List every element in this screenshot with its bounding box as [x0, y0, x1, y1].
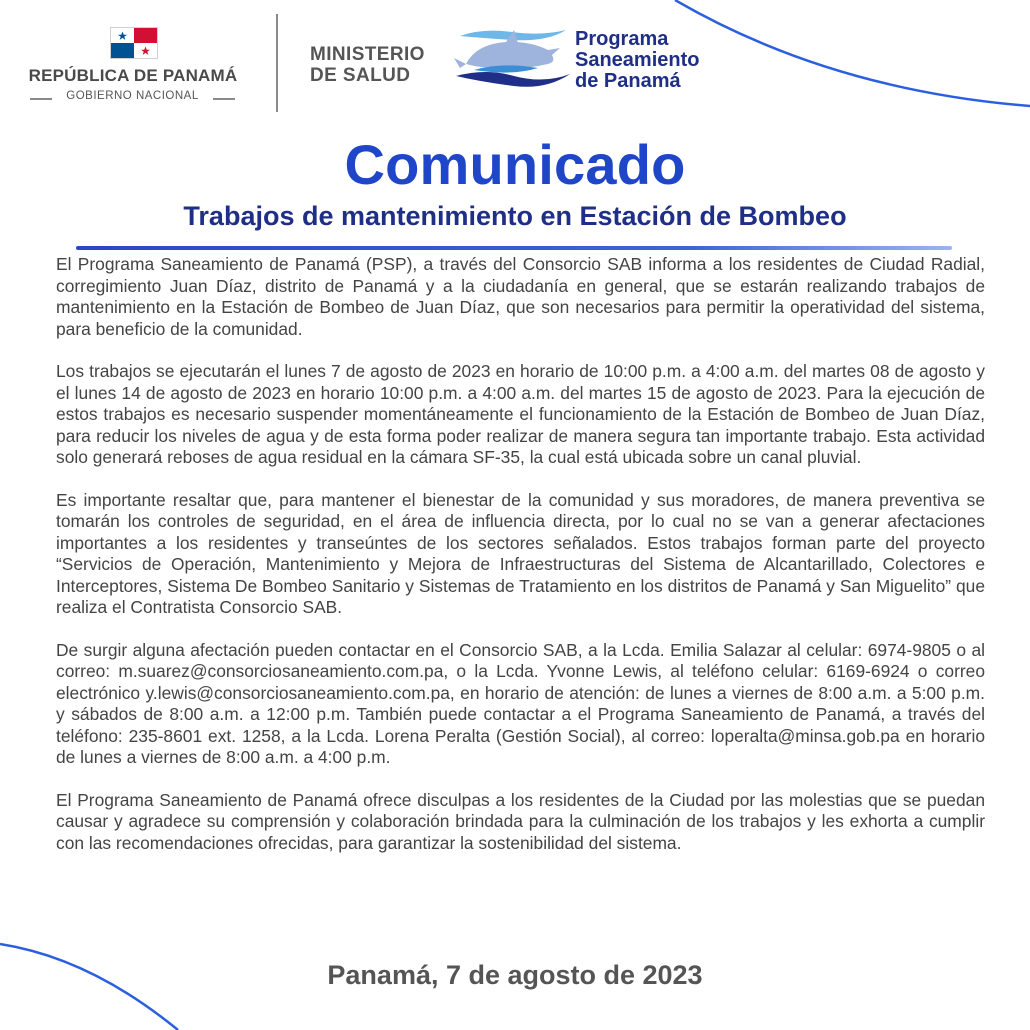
program-line-3: de Panamá — [575, 70, 681, 92]
body-paragraph: El Programa Saneamiento de Panamá (PSP), a través del Consorcio SAB informa a los residentes de Ciudad Radial, corregimiento Juan Díaz, distrito de Panamá y a la ciudadanía en general, que se estarán realizando trabajos de mantenimiento en la Estación de Bombeo de Juan Díaz, que son necesarios para permitir la operatividad del sistema, para beneficio de la comunidad. — [56, 254, 985, 339]
ministry-line-1: MINISTERIO — [310, 44, 425, 65]
body-paragraph: Es importante resaltar que, para mantener el bienestar de la comunidad y sus moradores, de manera preventiva se tomarán los controles de seguridad, en el área de influencia directa, por lo cual no se van a generar afectaciones importantes a los residentes y transeúntes de los sectores señalados. Estos trabajos forman parte del proyecto “Servicios de Operación, Mantenimiento y Mejora de Infraestructuras del Sistema de Alcantarillado, Colectores e Interceptores, Sistema De Bombeo Sanitario y Sistemas de Tratamiento en los distritos de Panamá y San Miguelito” que realiza el Contratista Consorcio SAB. — [56, 489, 985, 617]
body-paragraph: De surgir alguna afectación pueden contactar en el Consorcio SAB, a la Lcda. Emilia Salazar al celular: 6974-9805 o al correo: m.suarez@consorciosaneamiento.com.pa, o la Lcda. Yvonne Lewis, al teléfono celular: 6169-6924 o correo electrónico y.lewis@consorciosaneamiento.com.pa, en horario de atención: de lunes a viernes de 8:00 a.m. a 5:00 p.m. y sábados de 8:00 a.m. a 12:00 p.m. También puede contactar a el Programa Saneamiento de Panamá, a través del teléfono: 235-8601 ext. 1258, a la Lcda. Lorena Peralta (Gestión Social), al correo: loperalta@minsa.gob.pa en horario de lunes a viernes de 8:00 a.m. a 4:00 p.m. — [56, 639, 985, 767]
dolphin-logo-icon — [452, 24, 572, 96]
page-subtitle: Trabajos de mantenimiento en Estación de Bombeo — [183, 201, 847, 231]
republic-subtitle-row — [30, 90, 235, 106]
republic-title: REPÚBLICA DE PANAMÁ — [28, 66, 238, 85]
program-line-2: Saneamiento — [575, 49, 700, 71]
right-dash — [213, 98, 235, 100]
ministry-logo-text — [310, 44, 425, 86]
page-title: Comunicado — [344, 133, 686, 196]
program-logo-text — [575, 29, 699, 92]
republic-subtitle: GOBIERNO NACIONAL — [66, 90, 199, 102]
header-divider — [276, 14, 278, 112]
panama-flag-icon — [110, 27, 158, 59]
title-underline — [76, 246, 952, 250]
body-paragraph: El Programa Saneamiento de Panamá ofrece disculpas a los residentes de la Ciudad por las molestias que se puedan causar y agradece su comprensión y colaboración brindada para la culminación de los trabajos y les exhorta a cumplir con las recomendaciones ofrecidas, para garantizar la sostenibilidad del sistema. — [56, 789, 985, 853]
date-footer: Panamá, 7 de agosto de 2023 — [327, 960, 703, 990]
header — [0, 0, 1030, 120]
program-line-1: Programa — [575, 28, 669, 50]
communique-body — [56, 254, 985, 875]
body-paragraph: Los trabajos se ejecutarán el lunes 7 de agosto de 2023 en horario de 10:00 p.m. a 4:00 a.m. del martes 08 de agosto y el lunes 14 de agosto de 2023 en horario 10:00 p.m. a 4:00 a.m. del martes 15 de agosto de 2023. Para la ejecución de estos trabajos es necesario suspender momentáneamente el funcionamiento de la Estación de Bombeo de Juan Díaz, para reducir los niveles de agua y de esta forma poder realizar de manera segura tan importante trabajo. Esta actividad solo generará reboses de agua residual en la cámara SF-35, la cual está ubicada sobre un canal pluvial. — [56, 361, 985, 467]
ministry-line-2: DE SALUD — [310, 65, 411, 86]
